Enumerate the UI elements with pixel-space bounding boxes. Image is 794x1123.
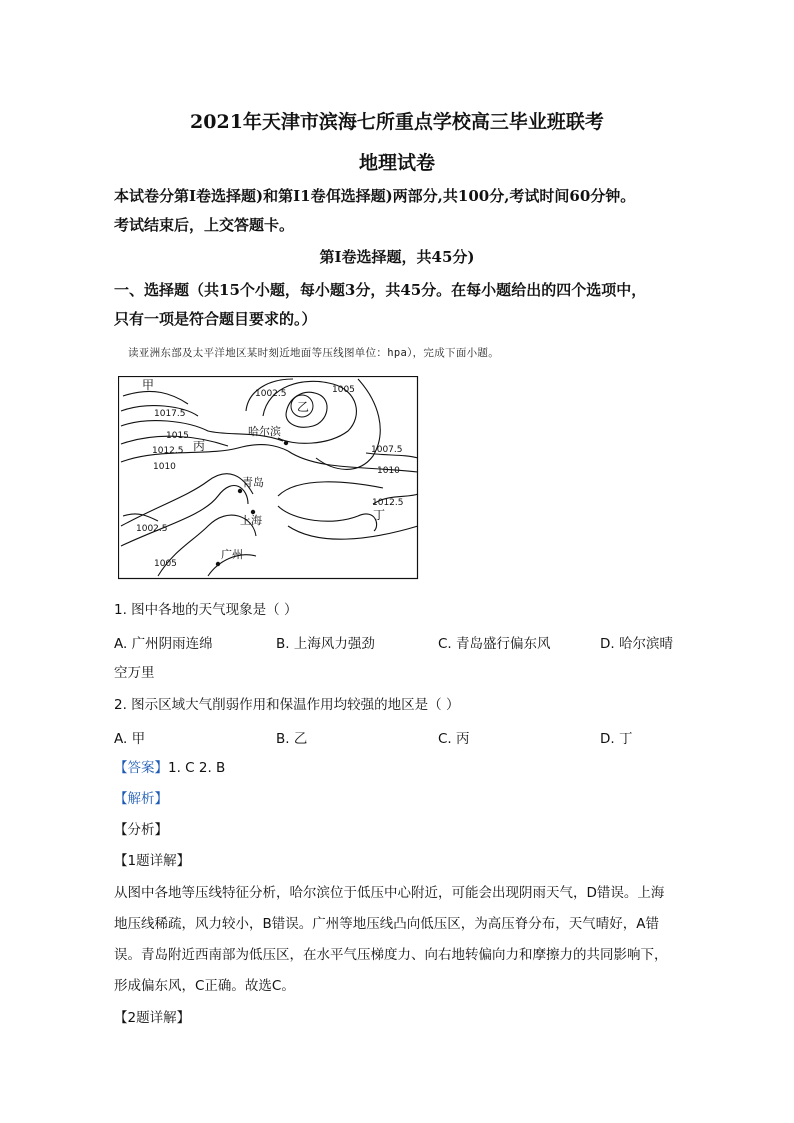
label-harbin: 哈尔滨 bbox=[248, 425, 281, 438]
isobar-label: 1002.5 bbox=[255, 389, 287, 399]
question-1-option-c[interactable]: C. 青岛盛行偏东风 bbox=[438, 636, 551, 652]
q1-detail-line: 误。青岛附近西南部为低压区，在水平气压梯度力、向右地转偏向力和摩擦力的共同影响下， bbox=[114, 947, 668, 963]
fenxi-heading: 【分析】 bbox=[114, 822, 168, 838]
isobar-map bbox=[118, 376, 420, 580]
jiexi-heading: 【解析】 bbox=[114, 791, 168, 807]
map-frame bbox=[119, 377, 418, 579]
isobar-label: 1005 bbox=[332, 385, 355, 395]
isobar-label: 1010 bbox=[153, 462, 176, 472]
question-2-stem: 2. 图示区域大气削弱作用和保温作用均较强的地区是（ ） bbox=[114, 697, 460, 713]
label-shanghai: 上海 bbox=[240, 514, 262, 527]
label-yi: 乙 bbox=[297, 400, 310, 414]
instruction-line-1: 一、选择题（共15个小题，每小题3分，共45分。在每小题给出的四个选项中， bbox=[114, 281, 647, 299]
intro-line-2: 考试结束后，上交答题卡。 bbox=[114, 216, 295, 234]
instruction-line-2: 只有一项是符合题目要求的。） bbox=[114, 310, 317, 328]
city-dot-guangzhou bbox=[216, 562, 220, 566]
question-2-option-b[interactable]: B. 乙 bbox=[276, 731, 308, 747]
q1-detail-heading: 【1题详解】 bbox=[114, 853, 191, 869]
isobar-label: 1010 bbox=[377, 466, 400, 476]
figure-caption: 读亚洲东部及太平洋地区某时刻近地面等压线图单位：hpa），完成下面小题。 bbox=[128, 347, 500, 359]
question-1-option-d-continued: 空万里 bbox=[114, 665, 155, 681]
question-2-option-c[interactable]: C. 丙 bbox=[438, 731, 470, 747]
page-title: 2021年天津市滨海七所重点学校高三毕业班联考 bbox=[190, 111, 604, 133]
label-ding: 丁 bbox=[373, 508, 386, 522]
answer-line bbox=[114, 758, 225, 778]
isobar-label: 1017.5 bbox=[154, 409, 186, 419]
question-2-option-a[interactable]: A. 甲 bbox=[114, 731, 146, 747]
answer-label: 【答案】 bbox=[114, 760, 168, 776]
label-guangzhou: 广州 bbox=[221, 548, 243, 561]
label-bing: 丙 bbox=[193, 439, 206, 453]
isobar-label: 1005 bbox=[154, 559, 177, 569]
answer-values: 1. C 2. B bbox=[168, 760, 226, 776]
question-1-option-d[interactable]: D. 哈尔滨晴 bbox=[600, 636, 673, 652]
q1-detail-line: 形成偏东风，C正确。故选C。 bbox=[114, 978, 295, 994]
q1-detail-line: 地压线稀疏，风力较小，B错误。广州等地压线凸向低压区，为高压脊分布，天气晴好，A错 bbox=[114, 916, 659, 932]
isobar-label: 1012.5 bbox=[372, 498, 404, 508]
question-1-option-a[interactable]: A. 广州阴雨连绵 bbox=[114, 636, 213, 652]
label-qingdao: 青岛 bbox=[242, 476, 264, 489]
label-jia: 甲 bbox=[142, 378, 155, 392]
isobar-label: 1007.5 bbox=[371, 445, 403, 455]
isobar-label: 1015 bbox=[166, 431, 189, 441]
city-dot-harbin bbox=[284, 441, 288, 445]
question-1-stem: 1. 图中各地的天气现象是（ ） bbox=[114, 602, 298, 618]
section-title: 第Ⅰ卷选择题，共45分) bbox=[319, 248, 475, 266]
question-1-option-b[interactable]: B. 上海风力强劲 bbox=[276, 636, 375, 652]
q1-detail-line: 从图中各地等压线特征分析，哈尔滨位于低压中心附近，可能会出现阴雨天气，D错误。上海 bbox=[114, 885, 665, 901]
city-dot-qingdao bbox=[238, 489, 242, 493]
intro-line-1: 本试卷分第Ⅰ卷选择题)和第I1卷佴选择题)两部分,共100分,考试时间60分钟。 bbox=[114, 187, 636, 205]
question-2-option-d[interactable]: D. 丁 bbox=[600, 731, 633, 747]
page-subtitle: 地理试卷 bbox=[358, 152, 435, 174]
q2-detail-heading: 【2题详解】 bbox=[114, 1010, 191, 1026]
isobar-label: 1012.5 bbox=[152, 446, 184, 456]
isobar-label: 1002.5 bbox=[136, 524, 168, 534]
